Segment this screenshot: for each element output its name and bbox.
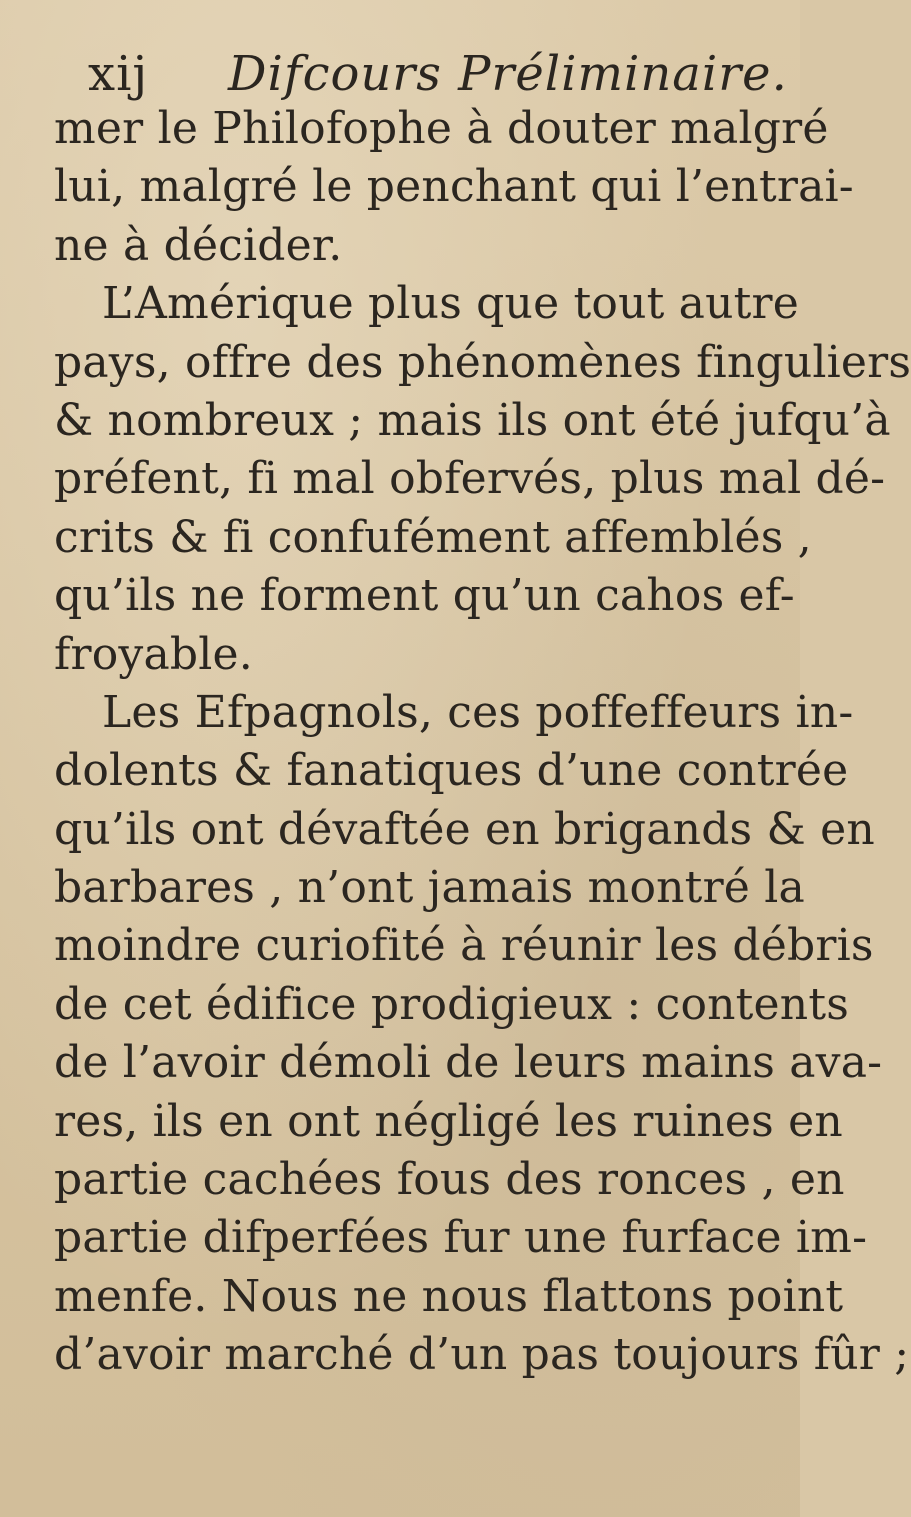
text-line: res, ils en ont négligé les ruines en bbox=[54, 1095, 843, 1147]
text-line: mer le Philofophe à douter malgré bbox=[54, 103, 829, 154]
text-line: ne à décider. bbox=[54, 219, 343, 271]
text-line: qu’ils ne forment qu’un cahos ef- bbox=[54, 570, 795, 622]
page-header bbox=[88, 44, 788, 104]
body-text bbox=[54, 100, 911, 1385]
text-line: dolents & fanatiques d’une contrée bbox=[54, 745, 849, 797]
text-line: de l’avoir démoli de leurs mains ava- bbox=[54, 1037, 883, 1089]
text-line: partie difperfées fur une furface im- bbox=[54, 1212, 868, 1264]
page-number: xij bbox=[88, 46, 149, 102]
text-line: froyable. bbox=[54, 628, 253, 680]
text-line: barbares , n’ont jamais montré la bbox=[54, 862, 805, 914]
paragraph-start-line: Les Efpagnols, ces poffeffeurs in- bbox=[102, 686, 854, 738]
text-line: menfe. Nous ne nous flattons point bbox=[54, 1270, 844, 1322]
text-line: crits & fi confufément affemblés , bbox=[54, 511, 812, 563]
text-line: d’avoir marché d’un pas toujours fûr ; bbox=[54, 1329, 910, 1381]
paragraph-start-line: L’Amérique plus que tout autre bbox=[102, 278, 800, 330]
text-line: qu’ils ont dévaftée en brigands & en bbox=[54, 803, 875, 855]
text-line: de cet édifice prodigieux : contents bbox=[54, 978, 849, 1030]
text-line: partie cachées fous des ronces , en bbox=[54, 1154, 845, 1206]
text-line: lui, malgré le penchant qui l’entrai- bbox=[54, 161, 854, 213]
text-line: préfent, fi mal obfervés, plus mal dé- bbox=[54, 453, 886, 505]
text-line: pays, offre des phénomènes finguliers bbox=[54, 336, 911, 388]
text-line: & nombreux ; mais ils ont été jufqu’à bbox=[54, 394, 891, 446]
text-line: moindre curiofité à réunir les débris bbox=[54, 920, 874, 972]
running-title: Difcours Préliminaire. bbox=[228, 46, 788, 102]
